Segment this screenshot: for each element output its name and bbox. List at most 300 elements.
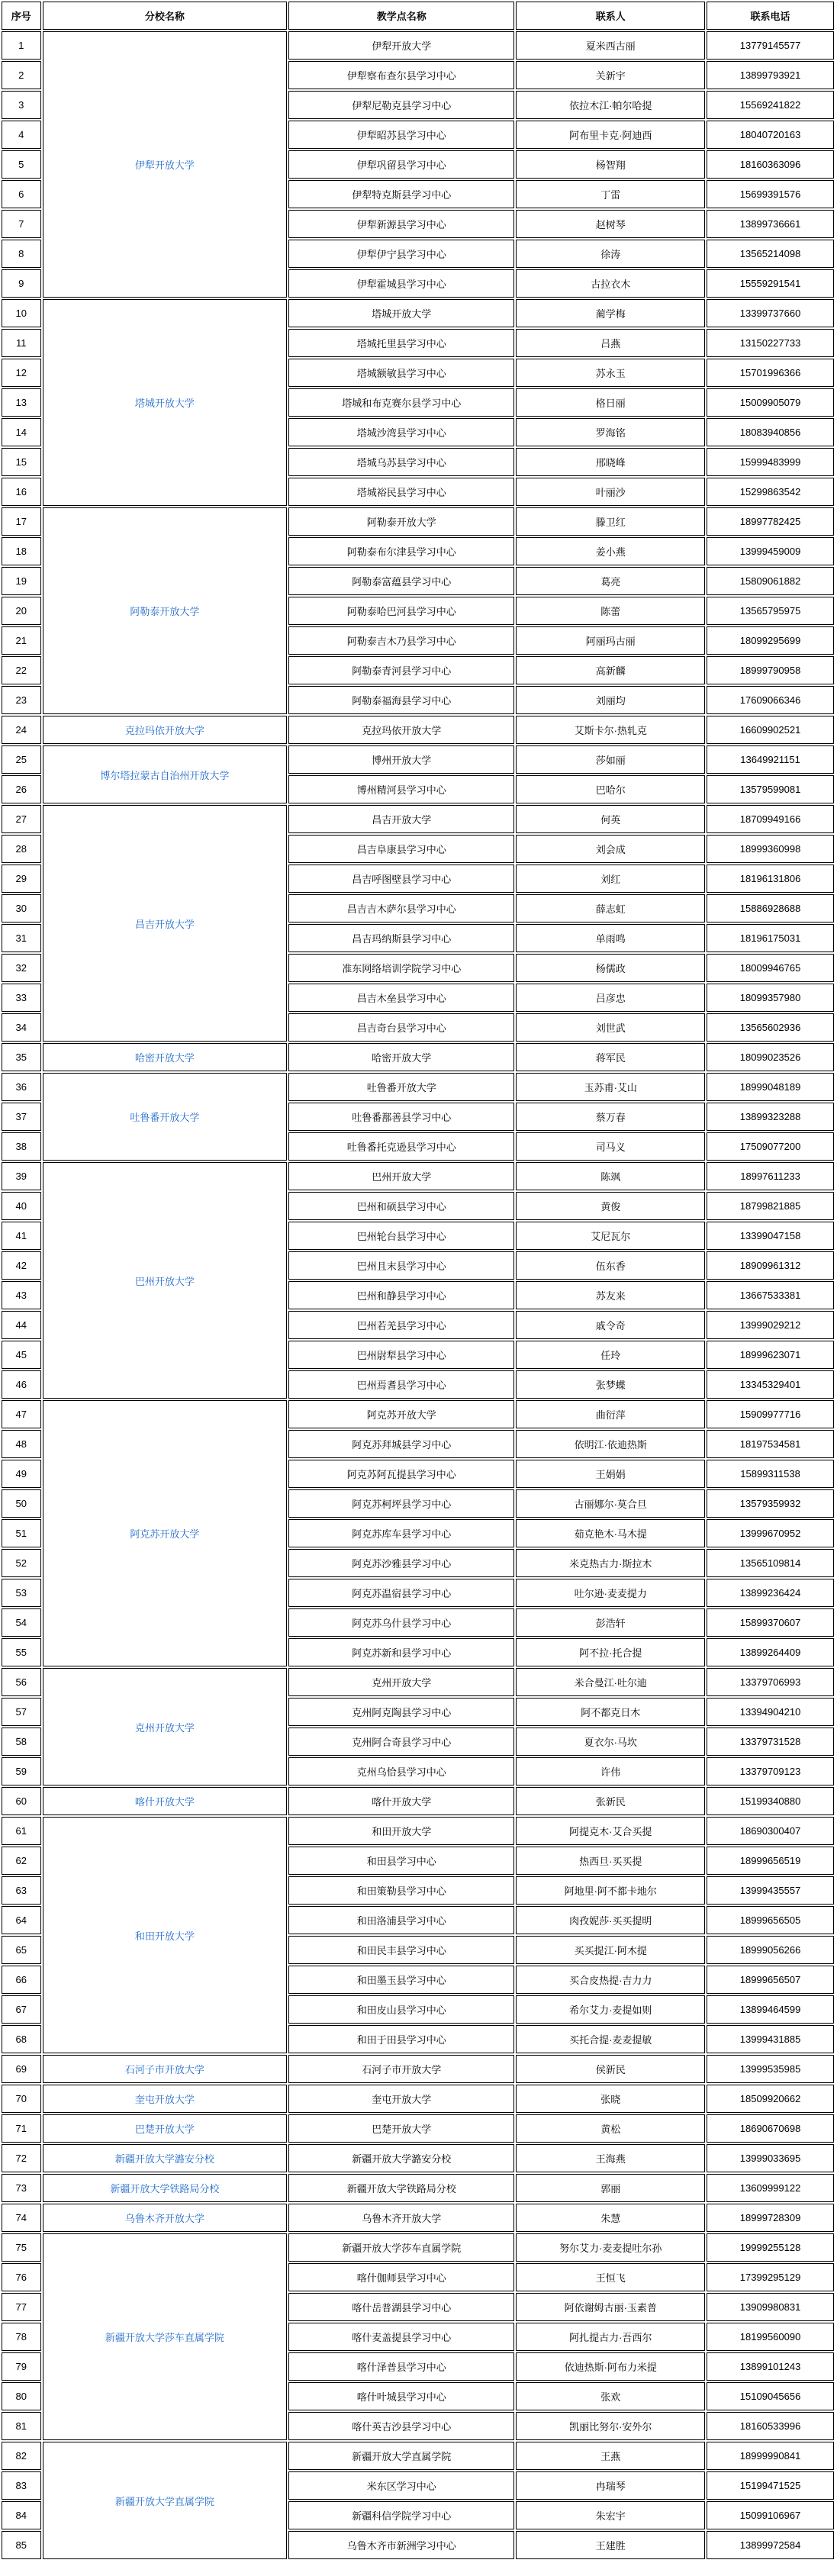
contact-phone-cell: 18999048189 (707, 1073, 834, 1101)
contact-phone-cell: 13999435557 (707, 1876, 834, 1905)
row-number-cell: 27 (2, 805, 41, 833)
contact-name-cell: 王海燕 (516, 2144, 705, 2172)
table-row (2, 299, 834, 327)
contact-phone-cell: 18999360998 (707, 835, 834, 863)
teaching-point-cell: 喀什开放大学 (288, 1787, 514, 1815)
row-number-cell: 43 (2, 1281, 41, 1309)
school-name-cell: 新疆开放大学潞安分校 (43, 2144, 288, 2172)
contact-phone-cell: 15299863542 (707, 478, 834, 506)
teaching-point-cell: 准东网络培训学院学习中心 (288, 954, 514, 982)
contact-phone-cell: 18509920662 (707, 2085, 834, 2113)
row-number-cell: 19 (2, 567, 41, 595)
contact-name-cell: 郭丽 (516, 2174, 705, 2202)
contact-phone-cell: 13899972584 (707, 2531, 834, 2559)
contact-phone-cell: 18999656505 (707, 1906, 834, 1934)
contact-name-cell: 丁雷 (516, 180, 705, 208)
contact-name-cell: 阿不拉·托合提 (516, 1638, 705, 1666)
teaching-point-cell: 阿勒泰布尔津县学习中心 (288, 537, 514, 565)
table-row (2, 1162, 834, 1190)
school-name-cell: 伊犁开放大学 (43, 31, 288, 298)
contact-name-cell: 肉孜妮莎·买买提明 (516, 1906, 705, 1934)
school-name-cell: 新疆开放大学莎车直属学院 (43, 2233, 288, 2440)
contact-name-cell: 邢晓峰 (516, 448, 705, 476)
contact-phone-cell: 15999483999 (707, 448, 834, 476)
school-name-cell: 新疆开放大学铁路局分校 (43, 2174, 288, 2202)
row-number-cell: 70 (2, 2085, 41, 2113)
teaching-point-cell: 喀什英吉沙县学习中心 (288, 2412, 514, 2440)
row-number-cell: 82 (2, 2442, 41, 2470)
col-header-contact: 联系人 (516, 2, 705, 30)
row-number-cell: 52 (2, 1549, 41, 1577)
contact-name-cell: 阿布里卡克·阿迪西 (516, 121, 705, 149)
teaching-point-cell: 昌吉玛纳斯县学习中心 (288, 924, 514, 952)
contact-phone-cell: 15699391576 (707, 180, 834, 208)
contact-name-cell: 热西旦·买买提 (516, 1847, 705, 1875)
table-row (2, 805, 834, 833)
contact-phone-cell: 18099023526 (707, 1043, 834, 1071)
teaching-point-cell: 和田皮山县学习中心 (288, 1995, 514, 2024)
contact-phone-cell: 15899311538 (707, 1460, 834, 1488)
teaching-point-cell: 米东区学习中心 (288, 2471, 514, 2500)
contact-name-cell: 徐涛 (516, 240, 705, 268)
row-number-cell: 54 (2, 1608, 41, 1637)
teaching-point-cell: 乌鲁木齐开放大学 (288, 2204, 514, 2232)
contact-name-cell: 米合曼江·吐尔迪 (516, 1668, 705, 1696)
teaching-point-cell: 新疆开放大学潞安分校 (288, 2144, 514, 2172)
teaching-point-cell: 伊犁昭苏县学习中心 (288, 121, 514, 149)
contact-name-cell: 莎如丽 (516, 745, 705, 774)
contact-phone-cell: 17609066346 (707, 686, 834, 714)
col-header-school: 分校名称 (43, 2, 288, 30)
teaching-point-cell: 阿勒泰福海县学习中心 (288, 686, 514, 714)
school-name-cell: 阿克苏开放大学 (43, 1400, 288, 1666)
teaching-point-cell: 阿勒泰哈巴河县学习中心 (288, 597, 514, 625)
contact-name-cell: 叶丽沙 (516, 478, 705, 506)
teaching-point-cell: 昌吉木垒县学习中心 (288, 984, 514, 1012)
row-number-cell: 75 (2, 2233, 41, 2262)
contact-name-cell: 阿提克木·艾合买提 (516, 1817, 705, 1845)
contact-phone-cell: 18196175031 (707, 924, 834, 952)
table-row (2, 31, 834, 60)
contact-name-cell: 阿地里·阿不都卡地尔 (516, 1876, 705, 1905)
row-number-cell: 81 (2, 2412, 41, 2440)
table-row (2, 2144, 834, 2172)
contact-phone-cell: 18099295699 (707, 626, 834, 655)
contact-phone-cell: 15886928688 (707, 894, 834, 923)
row-number-cell: 4 (2, 121, 41, 149)
row-number-cell: 51 (2, 1519, 41, 1547)
row-number-cell: 67 (2, 1995, 41, 2024)
teaching-point-cell: 乌鲁木齐市新洲学习中心 (288, 2531, 514, 2559)
contact-name-cell: 依迪热斯·阿布力米提 (516, 2352, 705, 2381)
row-number-cell: 65 (2, 1936, 41, 1964)
row-number-cell: 13 (2, 388, 41, 417)
school-name-cell: 塔城开放大学 (43, 299, 288, 506)
row-number-cell: 20 (2, 597, 41, 625)
contact-phone-cell: 13609999122 (707, 2174, 834, 2202)
contact-phone-cell: 13579599081 (707, 775, 834, 803)
row-number-cell: 63 (2, 1876, 41, 1905)
contact-name-cell: 单雨鸣 (516, 924, 705, 952)
teaching-point-cell: 巴州和硕县学习中心 (288, 1192, 514, 1220)
contact-name-cell: 吕彦忠 (516, 984, 705, 1012)
table-row (2, 1817, 834, 1845)
contact-phone-cell: 13649921151 (707, 745, 834, 774)
contact-phone-cell: 16609902521 (707, 716, 834, 744)
contact-phone-cell: 13899264409 (707, 1638, 834, 1666)
contact-name-cell: 任玲 (516, 1341, 705, 1369)
teaching-point-cell: 伊犁新源县学习中心 (288, 210, 514, 238)
teaching-point-cell: 巴州焉耆县学习中心 (288, 1370, 514, 1399)
row-number-cell: 15 (2, 448, 41, 476)
row-number-cell: 59 (2, 1757, 41, 1785)
school-name-cell: 巴楚开放大学 (43, 2114, 288, 2143)
contact-phone-cell: 15099106967 (707, 2501, 834, 2529)
contact-name-cell: 张梦蝶 (516, 1370, 705, 1399)
teaching-point-cell: 塔城乌苏县学习中心 (288, 448, 514, 476)
contact-name-cell: 努尔艾力·麦麦提吐尔孙 (516, 2233, 705, 2262)
row-number-cell: 24 (2, 716, 41, 744)
row-number-cell: 47 (2, 1400, 41, 1428)
teaching-point-cell: 巴州和静县学习中心 (288, 1281, 514, 1309)
contact-name-cell: 艾尼瓦尔 (516, 1222, 705, 1250)
contact-phone-cell: 18160533996 (707, 2412, 834, 2440)
contact-phone-cell: 15109045656 (707, 2382, 834, 2410)
row-number-cell: 72 (2, 2144, 41, 2172)
row-number-cell: 68 (2, 2025, 41, 2053)
school-name-cell: 石河子市开放大学 (43, 2055, 288, 2083)
row-number-cell: 69 (2, 2055, 41, 2083)
contact-name-cell: 苏永玉 (516, 359, 705, 387)
table-body (2, 31, 834, 2559)
row-number-cell: 61 (2, 1817, 41, 1845)
contact-name-cell: 依明江·依迪热斯 (516, 1430, 705, 1458)
contact-name-cell: 刘丽均 (516, 686, 705, 714)
table-row (2, 1400, 834, 1428)
table-row (2, 716, 834, 744)
contact-name-cell: 刘世武 (516, 1013, 705, 1042)
teaching-point-cell: 伊犁特克斯县学习中心 (288, 180, 514, 208)
row-number-cell: 3 (2, 91, 41, 119)
contact-phone-cell: 18690300407 (707, 1817, 834, 1845)
teaching-point-cell: 克州开放大学 (288, 1668, 514, 1696)
contact-phone-cell: 15009905079 (707, 388, 834, 417)
table-row (2, 745, 834, 774)
school-name-cell: 克州开放大学 (43, 1668, 288, 1785)
contact-phone-cell: 18999990841 (707, 2442, 834, 2470)
teaching-point-cell: 塔城裕民县学习中心 (288, 478, 514, 506)
teaching-point-cell: 吐鲁番鄯善县学习中心 (288, 1103, 514, 1131)
contact-phone-cell: 15199471525 (707, 2471, 834, 2500)
contact-phone-cell: 13999431885 (707, 2025, 834, 2053)
contact-phone-cell: 15909977716 (707, 1400, 834, 1428)
contact-phone-cell: 15569241822 (707, 91, 834, 119)
contact-phone-cell: 13394904210 (707, 1698, 834, 1726)
school-name-cell: 昌吉开放大学 (43, 805, 288, 1042)
contact-name-cell: 夏米西古丽 (516, 31, 705, 60)
teaching-point-cell: 和田策勒县学习中心 (288, 1876, 514, 1905)
row-number-cell: 46 (2, 1370, 41, 1399)
teaching-point-cell: 石河子市开放大学 (288, 2055, 514, 2083)
row-number-cell: 8 (2, 240, 41, 268)
contact-phone-cell: 18196131806 (707, 865, 834, 893)
contact-name-cell: 古丽娜尔·莫合旦 (516, 1489, 705, 1518)
row-number-cell: 77 (2, 2293, 41, 2321)
row-number-cell: 23 (2, 686, 41, 714)
row-number-cell: 60 (2, 1787, 41, 1815)
row-number-cell: 49 (2, 1460, 41, 1488)
row-number-cell: 32 (2, 954, 41, 982)
contact-name-cell: 阿依谢姆古丽·玉素普 (516, 2293, 705, 2321)
teaching-point-cell: 克州阿克陶县学习中心 (288, 1698, 514, 1726)
row-number-cell: 22 (2, 656, 41, 684)
col-header-index: 序号 (2, 2, 41, 30)
contact-name-cell: 吕燕 (516, 329, 705, 357)
row-number-cell: 56 (2, 1668, 41, 1696)
teaching-point-cell: 昌吉呼图壁县学习中心 (288, 865, 514, 893)
contact-phone-cell: 18909961312 (707, 1251, 834, 1280)
contact-phone-cell: 13150227733 (707, 329, 834, 357)
row-number-cell: 17 (2, 507, 41, 536)
contact-name-cell: 格日丽 (516, 388, 705, 417)
contact-phone-cell: 13565795975 (707, 597, 834, 625)
teaching-point-cell: 巴州尉犁县学习中心 (288, 1341, 514, 1369)
table-row (2, 2114, 834, 2143)
row-number-cell: 83 (2, 2471, 41, 2500)
row-number-cell: 44 (2, 1311, 41, 1339)
teaching-point-cell: 伊犁开放大学 (288, 31, 514, 60)
school-name-cell: 巴州开放大学 (43, 1162, 288, 1399)
contact-name-cell: 朱宏宇 (516, 2501, 705, 2529)
row-number-cell: 14 (2, 418, 41, 446)
teaching-point-cell: 伊犁伊宁县学习中心 (288, 240, 514, 268)
row-number-cell: 66 (2, 1966, 41, 1994)
contact-name-cell: 司马义 (516, 1132, 705, 1161)
contact-phone-cell: 18099357980 (707, 984, 834, 1012)
col-header-center: 教学点名称 (288, 2, 514, 30)
school-name-cell: 和田开放大学 (43, 1817, 288, 2053)
row-number-cell: 10 (2, 299, 41, 327)
row-number-cell: 71 (2, 2114, 41, 2143)
contact-name-cell: 蔡万春 (516, 1103, 705, 1131)
teaching-point-cell: 奎屯开放大学 (288, 2085, 514, 2113)
teaching-point-cell: 博州开放大学 (288, 745, 514, 774)
teaching-point-cell: 阿克苏乌什县学习中心 (288, 1608, 514, 1637)
teaching-point-cell: 阿克苏沙雅县学习中心 (288, 1549, 514, 1577)
teaching-point-cell: 喀什叶城县学习中心 (288, 2382, 514, 2410)
contact-phone-cell: 18199560090 (707, 2323, 834, 2351)
contact-phone-cell: 13779145577 (707, 31, 834, 60)
row-number-cell: 16 (2, 478, 41, 506)
teaching-point-cell: 喀什泽普县学习中心 (288, 2352, 514, 2381)
teaching-point-cell: 新疆科信学院学习中心 (288, 2501, 514, 2529)
contact-phone-cell: 13899101243 (707, 2352, 834, 2381)
teaching-point-cell: 巴州且末县学习中心 (288, 1251, 514, 1280)
teaching-point-cell: 阿勒泰青河县学习中心 (288, 656, 514, 684)
contact-phone-cell: 15809061882 (707, 567, 834, 595)
teaching-point-cell: 巴楚开放大学 (288, 2114, 514, 2143)
table-row (2, 2085, 834, 2113)
row-number-cell: 64 (2, 1906, 41, 1934)
row-number-cell: 21 (2, 626, 41, 655)
contact-phone-cell: 18040720163 (707, 121, 834, 149)
row-number-cell: 48 (2, 1430, 41, 1458)
contact-phone-cell: 18160363096 (707, 150, 834, 179)
row-number-cell: 26 (2, 775, 41, 803)
contact-phone-cell: 13999033695 (707, 2144, 834, 2172)
col-header-phone: 联系电话 (707, 2, 834, 30)
table-row (2, 1043, 834, 1071)
row-number-cell: 55 (2, 1638, 41, 1666)
contact-phone-cell: 17509077200 (707, 1132, 834, 1161)
contact-name-cell: 许伟 (516, 1757, 705, 1785)
contact-phone-cell: 13999459009 (707, 537, 834, 565)
row-number-cell: 34 (2, 1013, 41, 1042)
teaching-point-cell: 克州阿合奇县学习中心 (288, 1728, 514, 1756)
contact-phone-cell: 13379706993 (707, 1668, 834, 1696)
teaching-point-cell: 伊犁霍城县学习中心 (288, 269, 514, 298)
contact-phone-cell: 13909980831 (707, 2293, 834, 2321)
row-number-cell: 37 (2, 1103, 41, 1131)
teaching-point-cell: 克州乌恰县学习中心 (288, 1757, 514, 1785)
contact-name-cell: 陈蕾 (516, 597, 705, 625)
row-number-cell: 78 (2, 2323, 41, 2351)
table-row (2, 2055, 834, 2083)
contact-name-cell: 何英 (516, 805, 705, 833)
contact-name-cell: 米克热古力·斯拉木 (516, 1549, 705, 1577)
contact-name-cell: 朱慧 (516, 2204, 705, 2232)
contact-name-cell: 蔺学梅 (516, 299, 705, 327)
teaching-point-cell: 吐鲁番托克逊县学习中心 (288, 1132, 514, 1161)
contact-name-cell: 张欢 (516, 2382, 705, 2410)
contact-name-cell: 曲衍萍 (516, 1400, 705, 1428)
row-number-cell: 9 (2, 269, 41, 298)
row-number-cell: 79 (2, 2352, 41, 2381)
table-row (2, 2174, 834, 2202)
contact-phone-cell: 13899236424 (707, 1579, 834, 1607)
contact-name-cell: 薛志虹 (516, 894, 705, 923)
contact-name-cell: 滕卫红 (516, 507, 705, 536)
contact-name-cell: 侯新民 (516, 2055, 705, 2083)
contact-name-cell: 杨儒政 (516, 954, 705, 982)
contact-phone-cell: 13999029212 (707, 1311, 834, 1339)
header-row (2, 2, 834, 30)
contact-name-cell: 巴哈尔 (516, 775, 705, 803)
contact-phone-cell: 19999255128 (707, 2233, 834, 2262)
contact-phone-cell: 13667533381 (707, 1281, 834, 1309)
contact-name-cell: 刘会成 (516, 835, 705, 863)
contact-name-cell: 夏衣尔·马坎 (516, 1728, 705, 1756)
contact-name-cell: 吐尔逊·麦麦提力 (516, 1579, 705, 1607)
teaching-point-cell: 和田洛浦县学习中心 (288, 1906, 514, 1934)
school-name-cell: 新疆开放大学直属学院 (43, 2442, 288, 2559)
contact-phone-cell: 18799821885 (707, 1192, 834, 1220)
teaching-point-cell: 新疆开放大学直属学院 (288, 2442, 514, 2470)
teaching-point-cell: 克拉玛依开放大学 (288, 716, 514, 744)
row-number-cell: 35 (2, 1043, 41, 1071)
contact-name-cell: 刘红 (516, 865, 705, 893)
contact-name-cell: 陈飒 (516, 1162, 705, 1190)
row-number-cell: 25 (2, 745, 41, 774)
row-number-cell: 50 (2, 1489, 41, 1518)
contact-name-cell: 彭浩轩 (516, 1608, 705, 1637)
contact-name-cell: 关新宇 (516, 61, 705, 89)
contact-phone-cell: 18009946765 (707, 954, 834, 982)
teaching-point-cell: 博州精河县学习中心 (288, 775, 514, 803)
teaching-point-cell: 阿克苏新和县学习中心 (288, 1638, 514, 1666)
contact-phone-cell: 13399047158 (707, 1222, 834, 1250)
teaching-point-cell: 和田县学习中心 (288, 1847, 514, 1875)
contact-name-cell: 王恒飞 (516, 2263, 705, 2291)
teaching-point-cell: 巴州开放大学 (288, 1162, 514, 1190)
teaching-point-cell: 哈密开放大学 (288, 1043, 514, 1071)
teaching-point-cell: 阿克苏库车县学习中心 (288, 1519, 514, 1547)
table-row (2, 1668, 834, 1696)
teaching-point-cell: 巴州若羌县学习中心 (288, 1311, 514, 1339)
contact-name-cell: 赵树琴 (516, 210, 705, 238)
contact-phone-cell: 18999623071 (707, 1341, 834, 1369)
contact-phone-cell: 13999535985 (707, 2055, 834, 2083)
contact-phone-cell: 13579359932 (707, 1489, 834, 1518)
teaching-point-cell: 塔城和布克赛尔县学习中心 (288, 388, 514, 417)
row-number-cell: 12 (2, 359, 41, 387)
teaching-point-cell: 塔城开放大学 (288, 299, 514, 327)
teaching-point-cell: 巴州轮台县学习中心 (288, 1222, 514, 1250)
contact-name-cell: 阿丽玛古丽 (516, 626, 705, 655)
contact-phone-cell: 18690670698 (707, 2114, 834, 2143)
school-name-cell: 吐鲁番开放大学 (43, 1073, 288, 1161)
contact-name-cell: 张晓 (516, 2085, 705, 2113)
contact-phone-cell: 13379731528 (707, 1728, 834, 1756)
school-name-cell: 克拉玛依开放大学 (43, 716, 288, 744)
table-row (2, 507, 834, 536)
teaching-point-cell: 新疆开放大学莎车直属学院 (288, 2233, 514, 2262)
row-number-cell: 11 (2, 329, 41, 357)
contact-name-cell: 罗海铭 (516, 418, 705, 446)
teaching-point-cell: 阿克苏开放大学 (288, 1400, 514, 1428)
row-number-cell: 40 (2, 1192, 41, 1220)
teaching-point-cell: 阿勒泰吉木乃县学习中心 (288, 626, 514, 655)
row-number-cell: 41 (2, 1222, 41, 1250)
row-number-cell: 33 (2, 984, 41, 1012)
row-number-cell: 53 (2, 1579, 41, 1607)
contact-phone-cell: 13399737660 (707, 299, 834, 327)
contact-phone-cell: 13345329401 (707, 1370, 834, 1399)
teaching-point-cell: 阿勒泰开放大学 (288, 507, 514, 536)
contact-name-cell: 张新民 (516, 1787, 705, 1815)
teaching-point-cell: 昌吉奇台县学习中心 (288, 1013, 514, 1042)
contact-name-cell: 黄俊 (516, 1192, 705, 1220)
contact-name-cell: 古拉衣木 (516, 269, 705, 298)
row-number-cell: 1 (2, 31, 41, 60)
contact-name-cell: 买托合提·麦麦提敏 (516, 2025, 705, 2053)
contact-phone-cell: 13565109814 (707, 1549, 834, 1577)
teaching-point-cell: 昌吉吉木萨尔县学习中心 (288, 894, 514, 923)
contact-name-cell: 王燕 (516, 2442, 705, 2470)
teaching-point-cell: 吐鲁番开放大学 (288, 1073, 514, 1101)
school-name-cell: 博尔塔拉蒙古自治州开放大学 (43, 745, 288, 803)
row-number-cell: 74 (2, 2204, 41, 2232)
contact-phone-cell: 13565214098 (707, 240, 834, 268)
teaching-point-cell: 和田墨玉县学习中心 (288, 1966, 514, 1994)
contact-phone-cell: 18999790958 (707, 656, 834, 684)
contact-name-cell: 冉瑞琴 (516, 2471, 705, 2500)
teaching-point-cell: 伊犁察布查尔县学习中心 (288, 61, 514, 89)
row-number-cell: 31 (2, 924, 41, 952)
contact-phone-cell: 17399295129 (707, 2263, 834, 2291)
contact-phone-cell: 13565602936 (707, 1013, 834, 1042)
contact-name-cell: 王建胜 (516, 2531, 705, 2559)
